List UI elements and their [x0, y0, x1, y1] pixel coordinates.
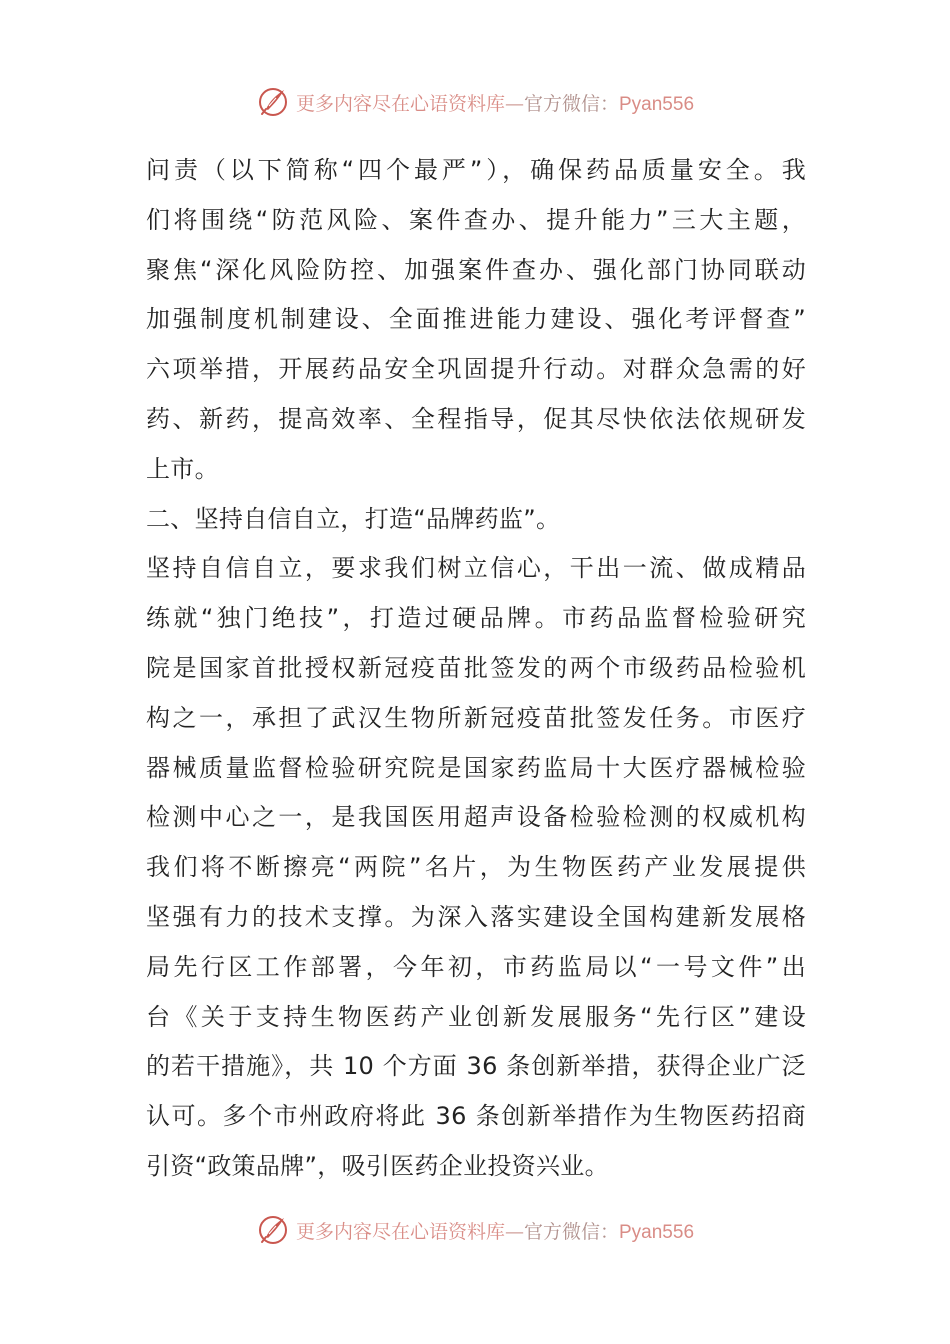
text-line: 构之一，承担了武汉生物所新冠疫苗批签发任务。市医疗: [146, 703, 806, 732]
banner-site-text: 更多内容尽在心语资料库: [295, 1220, 505, 1243]
text-line: 药、新药，提高效率、全程指导，促其尽快依法依规研发: [146, 404, 806, 433]
text-line: 聚焦“深化风险防控、加强案件查办、强化部门协同联动: [146, 255, 806, 284]
banner-separator: —: [504, 92, 524, 115]
text-line: 加强制度机制建设、全面推进能力建设、强化考评督查”: [146, 305, 806, 334]
text-line: 我们将不断擦亮“两院”名片，为生物医药产业发展提供: [146, 853, 806, 882]
text-line: 们将围绕“防范风险、案件查办、提升能力”三大主题，: [146, 205, 806, 234]
text-line: 局先行区工作部署，今年初，市药监局以“一号文件”出: [146, 952, 806, 981]
text-line: 坚强有力的技术支撑。为深入落实建设全国构建新发展格: [146, 902, 806, 931]
body-text: [146, 146, 806, 1192]
text-line: 器械质量监督检验研究院是国家药监局十大医疗器械检验: [146, 753, 806, 782]
quill-pen-logo-icon: [256, 85, 290, 119]
banner-wechat-label: 官方微信：: [523, 1220, 619, 1243]
text-line: 认可。多个市州政府将此 36 条创新举措作为生物医药招商: [146, 1102, 806, 1131]
footer-watermark-banner: [0, 1208, 950, 1252]
text-line: 台《关于支持生物医药产业创新发展服务“先行区”建设: [146, 1002, 806, 1031]
banner-wechat-id: Pyan556: [619, 1221, 695, 1243]
text-line: 院是国家首批授权新冠疫苗批签发的两个市级药品检验机: [146, 653, 806, 682]
section-heading: 二、坚持自信自立，打造“品牌药监”。: [146, 504, 561, 533]
header-watermark-banner: [0, 80, 950, 124]
text-line: 坚持自信自立，要求我们树立信心，干出一流、做成精品: [146, 554, 806, 583]
text-line: 检测中心之一，是我国医用超声设备检验检测的权威机构: [146, 803, 806, 832]
quill-pen-logo-icon: [256, 1213, 290, 1247]
text-line: 练就“独门绝技”，打造过硬品牌。市药品监督检验研究: [146, 604, 806, 633]
text-line: 引资“政策品牌”，吸引医药企业投资兴业。: [146, 1151, 609, 1180]
banner-wechat-label: 官方微信：: [523, 92, 619, 115]
text-line: 的若干措施》，共 10 个方面 36 条创新举措，获得企业广泛: [146, 1052, 806, 1081]
banner-wechat-id: Pyan556: [619, 93, 695, 115]
text-line: 六项举措，开展药品安全巩固提升行动。对群众急需的好: [146, 355, 806, 384]
banner-site-text: 更多内容尽在心语资料库: [295, 92, 505, 115]
banner-separator: —: [504, 1220, 524, 1243]
text-line: 问责（以下简称“四个最严”），确保药品质量安全。我: [146, 156, 806, 184]
text-line: 上市。: [146, 454, 219, 483]
